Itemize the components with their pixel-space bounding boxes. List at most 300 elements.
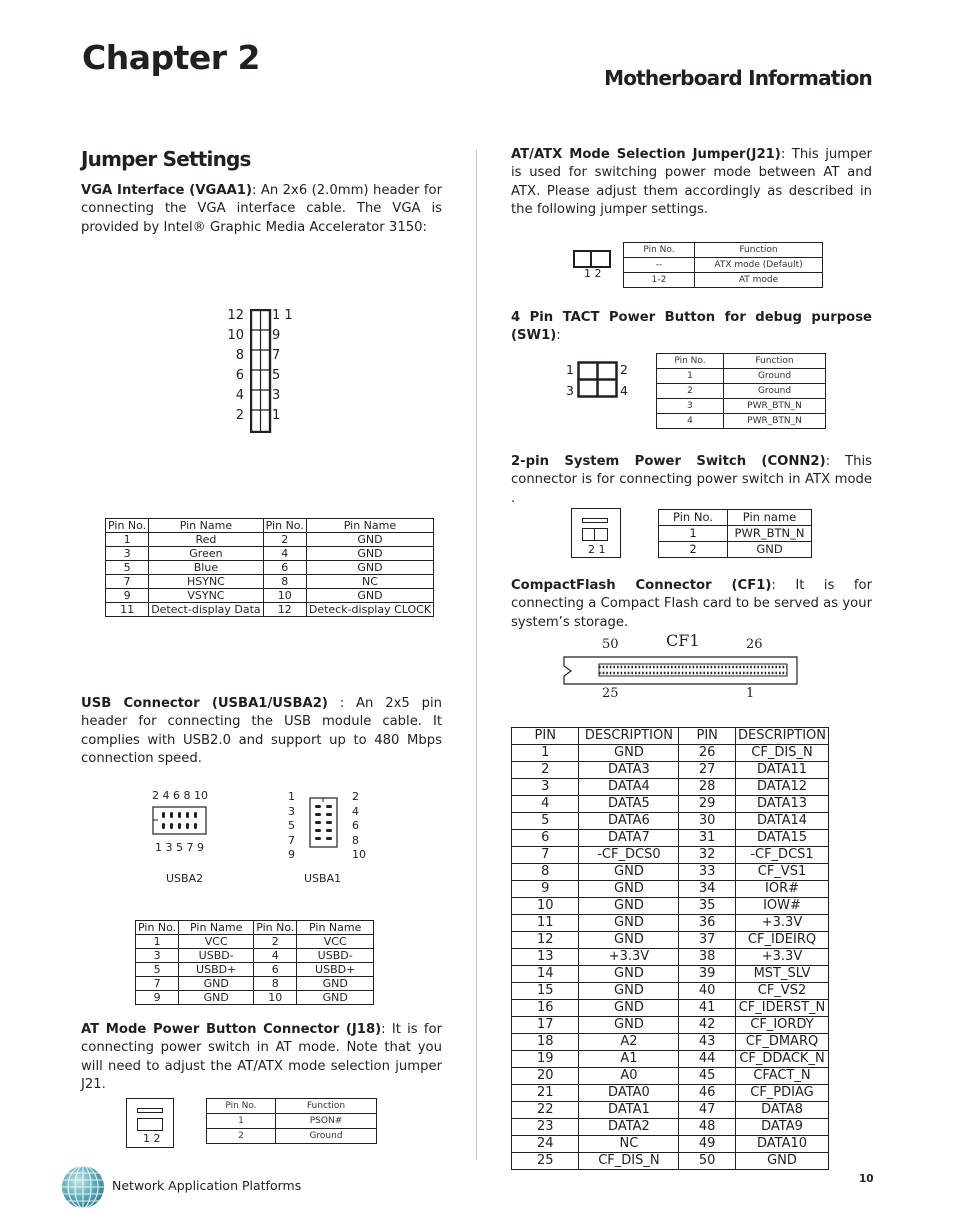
table-cell: 19 xyxy=(512,1051,579,1068)
table-row xyxy=(512,1051,829,1068)
usba1-pin-label-right: 6 xyxy=(352,819,359,832)
table-cell: DATA13 xyxy=(736,796,829,813)
table-cell: -CF_DCS0 xyxy=(579,847,679,864)
cf-description xyxy=(511,577,872,632)
vga-pin-label-left: 2 xyxy=(235,408,244,423)
table-cell: 6 xyxy=(263,561,306,575)
vga-title: VGA Interface (VGAA1) xyxy=(81,183,252,198)
j21-connector-drawing xyxy=(573,250,611,268)
table-cell: 11 xyxy=(512,915,579,932)
table-cell: PWR_BTN_N xyxy=(728,526,812,542)
table-header: DESCRIPTION xyxy=(736,728,829,745)
table-header: PIN xyxy=(679,728,736,745)
atx-text: : This jumper is used for switching power mode between AT and ATX. Please adjust them accordingly as described in the following jumper settings. xyxy=(511,147,872,218)
table-row xyxy=(207,1114,377,1129)
table-cell: PWR_BTN_N xyxy=(724,399,826,414)
table-cell: CF_PDIAG xyxy=(736,1085,829,1102)
table-row xyxy=(659,526,812,542)
table-cell: NC xyxy=(579,1136,679,1153)
usb-description xyxy=(81,695,442,769)
table-cell: GND xyxy=(579,966,679,983)
usba1-pin-label-left: 5 xyxy=(288,819,295,832)
vga-pin-label-right: 1 xyxy=(272,408,281,423)
table-row xyxy=(106,533,434,547)
table-cell: 3 xyxy=(106,547,149,561)
table-cell: GND xyxy=(306,533,433,547)
table-cell: 15 xyxy=(512,983,579,1000)
table-cell: 2 xyxy=(657,384,724,399)
table-cell: 6 xyxy=(512,830,579,847)
table-cell: 8 xyxy=(512,864,579,881)
table-cell: 25 xyxy=(512,1153,579,1170)
table-cell: CF_IDERST_N xyxy=(736,1000,829,1017)
j21-pin-label: 1 2 xyxy=(584,267,602,280)
table-cell: GND xyxy=(579,864,679,881)
table-cell: DATA5 xyxy=(579,796,679,813)
table-cell: ATX mode (Default) xyxy=(695,258,823,273)
table-header-row xyxy=(106,519,434,533)
j18-pins xyxy=(137,1118,163,1131)
table-header: Pin No. xyxy=(106,519,149,533)
table-row xyxy=(106,575,434,589)
table-cell: -- xyxy=(624,258,695,273)
conn2-pin-divider xyxy=(594,529,595,540)
j21-pin-table xyxy=(623,242,823,288)
table-cell: DATA0 xyxy=(579,1085,679,1102)
table-cell: DATA2 xyxy=(579,1119,679,1136)
table-cell: 20 xyxy=(512,1068,579,1085)
table-cell: GND xyxy=(579,932,679,949)
table-cell: 4 xyxy=(254,949,297,963)
table-cell: CF_IDEIRQ xyxy=(736,932,829,949)
at-mode-description xyxy=(81,1021,442,1095)
table-header: Pin Name xyxy=(297,921,374,935)
table-row xyxy=(106,589,434,603)
company-logo-globe xyxy=(60,1164,106,1210)
table-cell: 2 xyxy=(263,533,306,547)
table-cell: 40 xyxy=(679,983,736,1000)
table-cell: GND xyxy=(579,983,679,1000)
cf-label-cf1: CF1 xyxy=(666,631,700,650)
table-cell: 1 xyxy=(136,935,179,949)
table-row xyxy=(512,779,829,796)
table-header: Function xyxy=(695,243,823,258)
table-cell: 18 xyxy=(512,1034,579,1051)
table-cell: 29 xyxy=(679,796,736,813)
table-cell: 4 xyxy=(263,547,306,561)
sw1-pin-2: 2 xyxy=(620,362,628,377)
table-row xyxy=(106,547,434,561)
table-cell: 46 xyxy=(679,1085,736,1102)
table-row xyxy=(512,983,829,1000)
table-cell: GND xyxy=(728,542,812,558)
table-cell: A2 xyxy=(579,1034,679,1051)
table-cell: 1 xyxy=(512,745,579,762)
usba2-top-pins: 2 4 6 8 10 xyxy=(152,789,208,802)
table-cell: IOR# xyxy=(736,881,829,898)
table-row xyxy=(512,915,829,932)
table-cell: 48 xyxy=(679,1119,736,1136)
table-cell: Red xyxy=(149,533,263,547)
table-cell: 8 xyxy=(263,575,306,589)
table-row xyxy=(136,963,374,977)
j18-connector-drawing xyxy=(126,1098,174,1148)
vga-text: : An 2x6 (2.0mm) header for connecting the VGA interface cable. The VGA is provided by Intel® Graphic Media Accelerator 3150: xyxy=(81,183,442,235)
vga-pin-label-left: 4 xyxy=(235,388,244,403)
table-cell: 13 xyxy=(512,949,579,966)
table-cell: DATA3 xyxy=(579,762,679,779)
table-cell: 43 xyxy=(679,1034,736,1051)
table-cell: 50 xyxy=(679,1153,736,1170)
vga-pin-label-left: 10 xyxy=(227,328,244,343)
vga-pin-label-right: 1 1 xyxy=(272,308,293,323)
vga-description xyxy=(81,182,442,237)
table-cell: 1 xyxy=(106,533,149,547)
conn2-pins xyxy=(582,528,608,541)
table-cell: 39 xyxy=(679,966,736,983)
sw1-colon: : xyxy=(556,328,561,344)
at-mode-text: : It is for connecting power switch in AT mode. Note that you will need to adjust the AT/ATX mode selection jumper J21. xyxy=(81,1022,442,1093)
vga-header-diagram xyxy=(220,306,300,436)
table-row xyxy=(512,932,829,949)
table-row xyxy=(657,384,826,399)
sw1-pin-1: 1 xyxy=(566,362,574,377)
jumper-settings-heading: Jumper Settings xyxy=(81,147,251,171)
table-cell: GND xyxy=(579,898,679,915)
table-header-row xyxy=(207,1099,377,1114)
table-cell: 6 xyxy=(254,963,297,977)
table-cell: GND xyxy=(579,915,679,932)
table-cell: 4 xyxy=(657,414,724,429)
usb-text: : An 2x5 pin header for connecting the USB module cable. It complies with USB2.0 and support up to 480 Mbps connection speed. xyxy=(81,696,442,767)
table-cell: GND xyxy=(179,991,254,1005)
table-cell: 3 xyxy=(136,949,179,963)
table-cell: VSYNC xyxy=(149,589,263,603)
table-cell: IOW# xyxy=(736,898,829,915)
table-header: Function xyxy=(276,1099,377,1114)
table-cell: AT mode xyxy=(695,273,823,288)
table-cell: Ground xyxy=(724,384,826,399)
table-row xyxy=(512,1102,829,1119)
table-cell: Ground xyxy=(724,369,826,384)
table-row xyxy=(657,369,826,384)
sw1-pin-4: 4 xyxy=(620,383,628,398)
table-cell: GND xyxy=(297,991,374,1005)
table-cell: 42 xyxy=(679,1017,736,1034)
table-cell: +3.3V xyxy=(736,949,829,966)
table-cell: 34 xyxy=(679,881,736,898)
vga-pin-label-right: 7 xyxy=(272,348,281,363)
table-row xyxy=(106,561,434,575)
table-cell: 2 xyxy=(254,935,297,949)
atx-description xyxy=(511,146,872,220)
table-cell: 1-2 xyxy=(624,273,695,288)
table-cell: 37 xyxy=(679,932,736,949)
conn2-description xyxy=(511,453,872,508)
table-header: Pin Name xyxy=(149,519,263,533)
table-row xyxy=(512,966,829,983)
conn2-cap xyxy=(582,518,608,523)
table-cell: 1 xyxy=(207,1114,276,1129)
table-cell: VCC xyxy=(179,935,254,949)
table-row xyxy=(512,796,829,813)
conn2-title: 2-pin System Power Switch (CONN2) xyxy=(511,454,826,469)
table-cell: A0 xyxy=(579,1068,679,1085)
table-row xyxy=(512,813,829,830)
table-cell: PWR_BTN_N xyxy=(724,414,826,429)
table-cell: CF_DDACK_N xyxy=(736,1051,829,1068)
table-row xyxy=(624,258,823,273)
table-cell: 5 xyxy=(106,561,149,575)
vga-header-drawing xyxy=(250,309,272,433)
table-header-row xyxy=(136,921,374,935)
table-cell: 49 xyxy=(679,1136,736,1153)
table-cell: 47 xyxy=(679,1102,736,1119)
table-cell: 32 xyxy=(679,847,736,864)
table-header: Pin No. xyxy=(263,519,306,533)
table-cell: GND xyxy=(306,561,433,575)
table-cell: Deteck-display CLOCK xyxy=(306,603,433,617)
table-cell: 31 xyxy=(679,830,736,847)
usba1-connector-drawing xyxy=(309,797,339,849)
usba2-label: USBA2 xyxy=(166,872,204,885)
table-cell: Blue xyxy=(149,561,263,575)
table-cell: 7 xyxy=(512,847,579,864)
table-cell: DATA9 xyxy=(736,1119,829,1136)
table-cell: USBD- xyxy=(179,949,254,963)
table-cell: 9 xyxy=(512,881,579,898)
table-cell: DATA8 xyxy=(736,1102,829,1119)
table-cell: 7 xyxy=(106,575,149,589)
table-row xyxy=(512,1068,829,1085)
vga-pin-label-right: 3 xyxy=(272,388,281,403)
table-cell: DATA7 xyxy=(579,830,679,847)
conn2-pin-label: 2 1 xyxy=(588,543,606,556)
table-row xyxy=(512,1085,829,1102)
j18-pin-label: 1 2 xyxy=(143,1132,161,1145)
table-row xyxy=(136,935,374,949)
vga-pin-table xyxy=(105,518,434,617)
column-divider xyxy=(476,150,477,1160)
table-row xyxy=(512,745,829,762)
table-cell: 28 xyxy=(679,779,736,796)
table-cell: 2 xyxy=(207,1129,276,1144)
table-cell: GND xyxy=(579,1017,679,1034)
usb-title: USB Connector (USBA1/USBA2) xyxy=(81,696,328,711)
table-cell: CF_VS1 xyxy=(736,864,829,881)
table-cell: 27 xyxy=(679,762,736,779)
chapter-title: Chapter 2 xyxy=(82,38,260,77)
table-cell: 17 xyxy=(512,1017,579,1034)
usba1-label: USBA1 xyxy=(304,872,342,885)
vga-pin-label-right-stack xyxy=(272,306,298,426)
table-cell: DATA1 xyxy=(579,1102,679,1119)
vga-pin-label-left: 12 xyxy=(227,308,244,323)
table-header: Pin No. xyxy=(659,510,728,526)
table-cell: 23 xyxy=(512,1119,579,1136)
table-cell: 8 xyxy=(254,977,297,991)
table-row xyxy=(512,1119,829,1136)
table-cell: 38 xyxy=(679,949,736,966)
table-cell: 9 xyxy=(106,589,149,603)
table-cell: HSYNC xyxy=(149,575,263,589)
table-cell: CFACT_N xyxy=(736,1068,829,1085)
table-cell: 33 xyxy=(679,864,736,881)
j21-divider xyxy=(590,252,592,266)
table-header-row xyxy=(659,510,812,526)
atx-title: AT/ATX Mode Selection Jumper(J21) xyxy=(511,147,781,162)
j18-cap xyxy=(137,1108,163,1113)
table-row xyxy=(512,1153,829,1170)
table-cell: 12 xyxy=(512,932,579,949)
usba1-pin-label-right: 10 xyxy=(352,848,366,861)
table-cell: 2 xyxy=(512,762,579,779)
table-row xyxy=(512,864,829,881)
table-row xyxy=(512,881,829,898)
table-cell: Green xyxy=(149,547,263,561)
conn2-text: : This connector is for connecting power switch in ATX mode . xyxy=(511,454,872,506)
table-cell: DATA12 xyxy=(736,779,829,796)
usba1-pin-label-right: 2 xyxy=(352,790,359,803)
table-row xyxy=(136,949,374,963)
table-row xyxy=(657,399,826,414)
table-row xyxy=(136,977,374,991)
table-cell: CF_IORDY xyxy=(736,1017,829,1034)
section-title: Motherboard Information xyxy=(604,66,872,90)
table-cell: 21 xyxy=(512,1085,579,1102)
table-cell: CF_DIS_N xyxy=(579,1153,679,1170)
table-row xyxy=(624,273,823,288)
cf-label-25: 25 xyxy=(602,686,619,701)
table-cell: GND xyxy=(579,745,679,762)
usba1-pin-label-right-stack xyxy=(352,790,370,863)
table-row xyxy=(657,414,826,429)
table-cell: GND xyxy=(297,977,374,991)
table-cell: 44 xyxy=(679,1051,736,1068)
table-row xyxy=(136,991,374,1005)
sw1-description xyxy=(511,309,872,346)
table-cell: -CF_DCS1 xyxy=(736,847,829,864)
table-header: Pin name xyxy=(728,510,812,526)
usba1-pin-label-right: 8 xyxy=(352,833,359,847)
table-cell: 22 xyxy=(512,1102,579,1119)
cf-label-26: 26 xyxy=(746,637,763,652)
table-row xyxy=(512,1017,829,1034)
table-cell: 7 xyxy=(136,977,179,991)
table-cell: 1 xyxy=(659,526,728,542)
sw1-title: 4 Pin TACT Power Button for debug purpose (SW1) xyxy=(511,310,872,344)
table-cell: 12 xyxy=(263,603,306,617)
table-cell: DATA15 xyxy=(736,830,829,847)
table-cell: 24 xyxy=(512,1136,579,1153)
vga-pin-label-left: 6 xyxy=(235,368,244,383)
table-header: Pin Name xyxy=(306,519,433,533)
table-cell: 4 xyxy=(512,796,579,813)
table-row xyxy=(512,1034,829,1051)
usba1-pin-label-left-stack xyxy=(288,790,300,863)
table-row xyxy=(512,1000,829,1017)
table-cell: +3.3V xyxy=(579,949,679,966)
cf-label-50: 50 xyxy=(602,637,619,652)
table-cell: Ground xyxy=(276,1129,377,1144)
table-header: Pin Name xyxy=(179,921,254,935)
table-cell: 16 xyxy=(512,1000,579,1017)
table-cell: DATA11 xyxy=(736,762,829,779)
table-cell: 10 xyxy=(512,898,579,915)
usb-pin-table xyxy=(135,920,374,1005)
cf-text: : It is for connecting a Compact Flash card to be served as your system’s storage. xyxy=(511,578,872,630)
table-cell: 30 xyxy=(679,813,736,830)
table-header-row xyxy=(512,728,829,745)
table-cell: USBD+ xyxy=(297,963,374,977)
table-cell: 10 xyxy=(263,589,306,603)
page-number: 10 xyxy=(859,1173,874,1185)
table-row xyxy=(207,1129,377,1144)
usba1-pin-label-right: 4 xyxy=(352,804,359,818)
table-cell: CF_DMARQ xyxy=(736,1034,829,1051)
table-cell: 5 xyxy=(512,813,579,830)
table-cell: GND xyxy=(179,977,254,991)
vga-pin-label-left: 8 xyxy=(235,348,244,363)
table-header: DESCRIPTION xyxy=(579,728,679,745)
table-cell: PSON# xyxy=(276,1114,377,1129)
vga-pin-label-right: 9 xyxy=(272,328,281,343)
table-row xyxy=(512,949,829,966)
cf-label-1: 1 xyxy=(746,686,755,701)
usba2-connector-drawing xyxy=(152,806,208,836)
table-cell: CF_VS2 xyxy=(736,983,829,1000)
table-cell: A1 xyxy=(579,1051,679,1068)
table-cell: +3.3V xyxy=(736,915,829,932)
sw1-pin-3: 3 xyxy=(566,383,574,398)
table-header: Pin No. xyxy=(207,1099,276,1114)
usba2-bottom-pins: 1 3 5 7 9 xyxy=(155,841,204,854)
table-cell: 35 xyxy=(679,898,736,915)
table-header: Pin No. xyxy=(624,243,695,258)
table-header: Pin No. xyxy=(657,354,724,369)
table-row xyxy=(659,542,812,558)
table-header-row xyxy=(657,354,826,369)
conn2-connector-drawing xyxy=(571,508,621,558)
table-cell: DATA4 xyxy=(579,779,679,796)
table-header-row xyxy=(624,243,823,258)
table-row xyxy=(512,762,829,779)
table-header: Pin No. xyxy=(136,921,179,935)
conn2-pin-table xyxy=(658,509,812,558)
usba1-pin-label-left: 7 xyxy=(288,833,295,847)
j18-pin-table xyxy=(206,1098,377,1144)
table-cell: 2 xyxy=(659,542,728,558)
table-header: PIN xyxy=(512,728,579,745)
table-cell: Detect-display Data xyxy=(149,603,263,617)
table-cell: NC xyxy=(306,575,433,589)
table-cell: 36 xyxy=(679,915,736,932)
table-cell: MST_SLV xyxy=(736,966,829,983)
sw1-switch-drawing xyxy=(577,361,619,399)
table-header: Function xyxy=(724,354,826,369)
usba1-pin-label-left: 1 xyxy=(288,790,295,803)
table-cell: 45 xyxy=(679,1068,736,1085)
cf-connector-drawing xyxy=(563,656,799,686)
vga-pin-label-left-stack xyxy=(220,306,244,426)
table-cell: 3 xyxy=(512,779,579,796)
table-cell: DATA10 xyxy=(736,1136,829,1153)
table-cell: CF_DIS_N xyxy=(736,745,829,762)
table-cell: GND xyxy=(306,547,433,561)
table-row xyxy=(512,847,829,864)
vga-pin-label-right: 5 xyxy=(272,368,281,383)
table-row xyxy=(106,603,434,617)
